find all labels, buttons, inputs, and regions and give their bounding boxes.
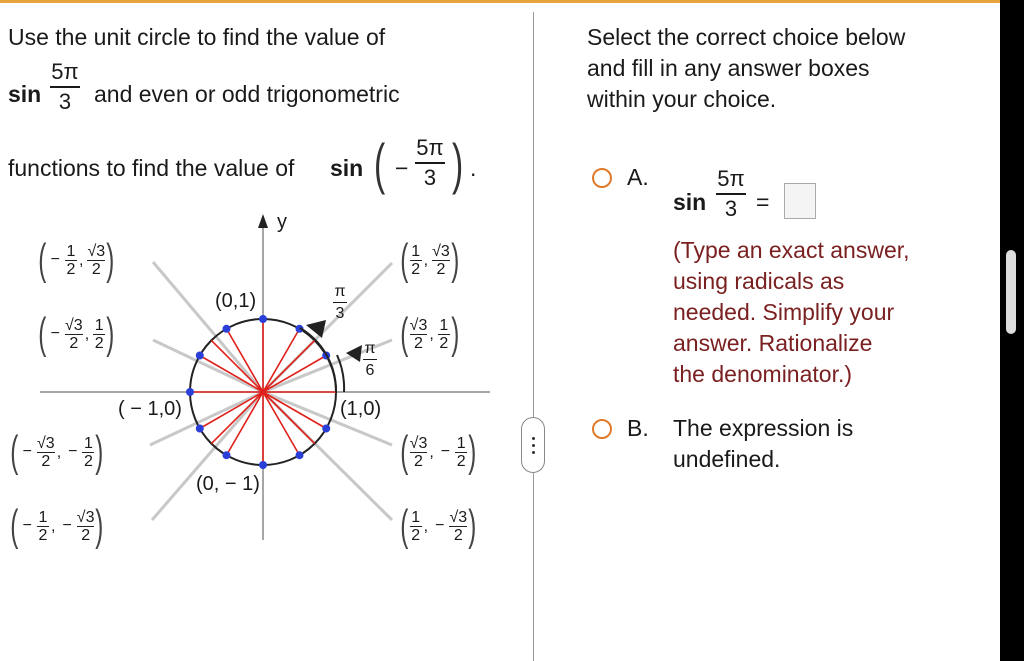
fraction-numerator: 1 (94, 316, 104, 334)
choice-a-hint-line: the denominator.) (673, 361, 853, 387)
fraction-denominator: 2 (453, 526, 463, 544)
sign: − (50, 325, 60, 342)
choice-a-equals: = (756, 189, 770, 215)
fraction-numerator: √3 (37, 434, 55, 452)
coord-label-q4-bot: ( 1 2 , − √3 2 ) (400, 501, 477, 550)
coord-fraction (438, 317, 450, 352)
coord-fraction (82, 435, 94, 470)
fraction-numerator: 1 (439, 316, 449, 334)
question-line-3: functions to find the value of (8, 155, 295, 181)
coord-fraction (87, 243, 105, 278)
pane-divider (533, 12, 534, 661)
comma: , (429, 326, 434, 343)
fraction-denominator: 2 (66, 260, 76, 278)
choice-b-letter: B. (627, 415, 649, 441)
sign: − (435, 517, 445, 534)
fraction-denominator: 2 (84, 452, 93, 470)
fraction-numerator: √3 (87, 242, 106, 260)
coord-label-q1-bot: ( √3 2 , 1 2 ) (400, 309, 460, 358)
question-negative-sign: − (395, 155, 409, 181)
coord-fraction (65, 243, 77, 278)
circle-point-150 (196, 352, 204, 360)
choice-b-radio[interactable] (592, 419, 612, 439)
coord-fraction (432, 243, 450, 278)
coord-fraction (410, 243, 422, 278)
coord-label-q2-bot: ( − √3 2 , 1 2 ) (38, 309, 115, 358)
arc-arrow-pi-6-icon (346, 345, 362, 362)
fraction-numerator: π (364, 340, 376, 357)
fraction-numerator: 1 (411, 508, 421, 526)
fraction-numerator: 5π (416, 135, 444, 160)
circle-point-210 (196, 425, 204, 433)
fraction-numerator: 5π (51, 59, 79, 84)
question-sin-word: sin (8, 81, 42, 107)
fraction-numerator: 1 (66, 242, 76, 260)
choice-a-hint-line: (Type an exact answer, (673, 237, 910, 263)
point-label-1-0: (1,0) (340, 398, 382, 420)
coord-fraction (410, 317, 428, 352)
y-axis-label: y (277, 211, 287, 233)
fraction-denominator: 2 (411, 260, 421, 278)
point-label-0-neg1: (0, − 1) (196, 473, 260, 495)
sign: − (68, 443, 78, 460)
fraction-denominator: 2 (436, 260, 446, 278)
fraction-denominator: 2 (94, 334, 104, 352)
comma: , (56, 444, 62, 461)
choice-b-line-1: The expression is (673, 415, 854, 441)
coord-fraction (410, 509, 422, 544)
sign: − (22, 443, 32, 460)
fraction-numerator: 5π (717, 166, 745, 191)
fraction-denominator: 3 (58, 89, 72, 114)
coord-fraction (93, 317, 105, 352)
choice-a-answer-box[interactable] (784, 183, 816, 219)
choice-a-hint-line: answer. Rationalize (673, 330, 873, 356)
coord-fraction (65, 317, 83, 352)
circle-point-90 (259, 315, 267, 323)
coord-fraction (37, 435, 55, 470)
fraction-denominator: 3 (724, 196, 738, 221)
instructions-line-2: and fill in any answer boxes (587, 55, 870, 81)
coord-label-q2-top: ( − 1 2 , √3 2 ) (38, 235, 115, 284)
sign: − (440, 443, 451, 460)
fraction-numerator: √3 (432, 242, 450, 260)
coord-fraction (449, 509, 467, 544)
fraction-denominator: 2 (411, 526, 421, 544)
fraction-denominator: 2 (38, 526, 48, 544)
comma: , (423, 252, 429, 269)
instructions-line-3: within your choice. (587, 86, 777, 112)
coord-fraction (455, 435, 467, 470)
coord-label-q4-top: ( √3 2 , − 1 2 ) (400, 427, 477, 476)
circle-point-270 (259, 461, 267, 469)
scrollbar-thumb[interactable] (1006, 250, 1016, 334)
question-period: . (470, 155, 477, 181)
fraction-numerator: 1 (456, 434, 466, 452)
fraction-numerator: √3 (409, 316, 428, 334)
fraction-denominator: 6 (365, 362, 375, 379)
choice-b-line-2: undefined. (673, 446, 781, 472)
comma: , (84, 326, 90, 343)
radius-lines (190, 319, 336, 465)
choice-a-hint-line: needed. Simplify your (673, 299, 895, 325)
fraction-numerator: √3 (65, 316, 83, 334)
circle-point-120 (223, 325, 231, 333)
coord-label-q3-bot: ( − 1 2 , − √3 2 ) (10, 501, 104, 550)
point-label-neg1-0: ( − 1,0) (118, 398, 182, 420)
coord-label-q1-top: ( 1 2 , √3 2 ) (400, 235, 460, 284)
fraction-numerator: 1 (38, 508, 48, 526)
left-paren: ( (374, 132, 386, 195)
question-fraction-1 (50, 60, 80, 114)
fraction-denominator: 2 (414, 334, 423, 352)
question-line-1: Use the unit circle to find the value of (8, 24, 386, 50)
question-sin-word-2: sin (330, 155, 364, 181)
circle-point-330 (322, 425, 330, 433)
point-label-0-1: (0,1) (215, 290, 257, 312)
sign: − (62, 517, 72, 534)
coord-fraction (410, 435, 428, 470)
choice-a-sin-word: sin (673, 189, 707, 215)
comma: , (51, 518, 56, 535)
fraction-numerator: 1 (411, 242, 421, 260)
fraction-numerator: √3 (449, 508, 468, 526)
choice-a-fraction (716, 167, 746, 221)
y-axis-arrow-icon (258, 214, 268, 228)
fraction-denominator: 2 (456, 452, 466, 470)
coord-fraction (77, 509, 95, 544)
fraction-denominator: 2 (91, 260, 101, 278)
circle-point-180 (186, 388, 194, 396)
fraction-denominator: 3 (423, 165, 437, 190)
instructions-line-1: Select the correct choice below (587, 24, 906, 50)
fraction-denominator: 2 (69, 334, 79, 352)
choice-a-letter: A. (627, 164, 649, 190)
coord-label-q3-top: ( − √3 2 , − 1 2 ) (10, 427, 104, 476)
sign: − (22, 517, 32, 534)
sign: − (50, 251, 60, 268)
comma: , (79, 252, 84, 269)
fraction-numerator: 1 (84, 434, 93, 452)
fraction-denominator: 2 (41, 452, 51, 470)
fraction-denominator: 2 (414, 452, 423, 470)
choice-a-radio[interactable] (592, 168, 612, 188)
coord-fraction (37, 509, 49, 544)
circle-point-240 (223, 451, 231, 459)
comma: , (429, 444, 434, 461)
fraction-numerator: π (334, 283, 346, 300)
fraction-numerator: √3 (76, 508, 95, 526)
circle-point-300 (296, 451, 304, 459)
fraction-denominator: 2 (439, 334, 449, 352)
question-line-2: and even or odd trigonometric (94, 81, 400, 107)
angle-label-pi-3 (333, 283, 347, 322)
angle-label-pi-6 (363, 340, 377, 379)
comma: , (423, 518, 429, 535)
fraction-numerator: √3 (409, 434, 428, 452)
choice-a-hint-line: using radicals as (673, 268, 845, 294)
fraction-denominator: 3 (335, 305, 345, 322)
question-fraction-2 (415, 136, 445, 190)
pane-collapse-handle[interactable] (521, 417, 545, 473)
top-accent-line (0, 0, 1000, 3)
right-paren: ) (452, 132, 464, 195)
fraction-denominator: 2 (81, 526, 91, 544)
